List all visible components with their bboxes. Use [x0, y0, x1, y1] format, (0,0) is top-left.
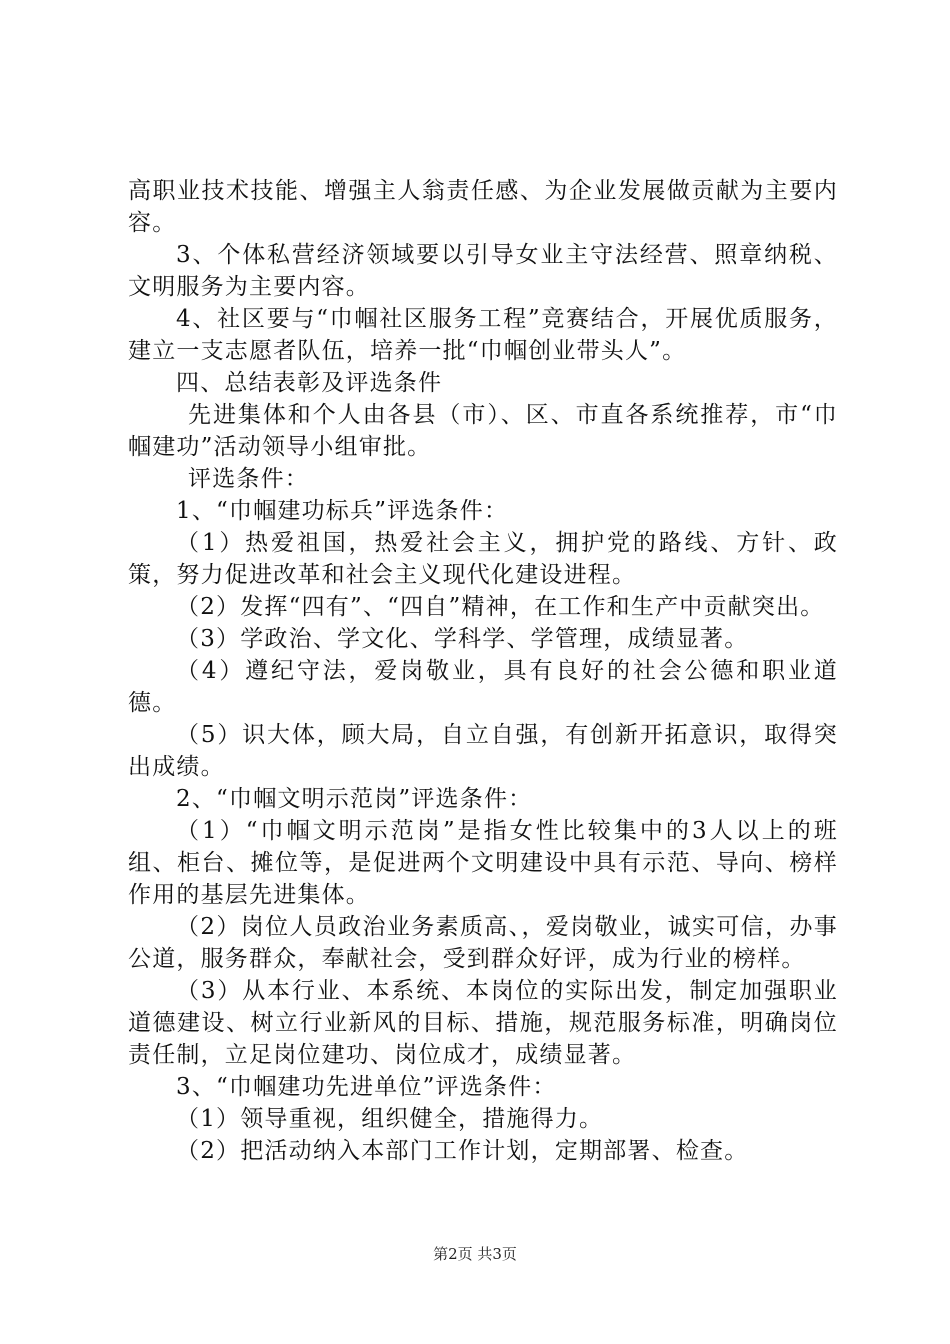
list-item: （2）发挥“四有”、“四自”精神，在工作和生产中贡献突出。 [176, 594, 825, 620]
paragraph: 3、个体私营经济领域要以引导女业主守法经营、照章纳税、文明服务为主要内容。 [128, 242, 838, 300]
list-item: （1）领导重视，组织健全，措施得力。 [176, 1106, 604, 1132]
section-heading: 四、总结表彰及评选条件 [176, 370, 443, 396]
list-item: （2）把活动纳入本部门工作计划，定期部署、检查。 [176, 1138, 749, 1164]
list-item: （1）“巾帼文明示范岗”是指女性比较集中的3人以上的班组、柜台、摊位等，是促进两个文明建设中具有示范、导向、榜样作用的基层先进集体。 [128, 818, 838, 908]
page-number-label: 第2页 共3页 [433, 1245, 517, 1263]
subsection-heading: 3、“巾帼建功先进单位”评选条件： [176, 1074, 557, 1100]
subsection-heading: 2、“巾帼文明示范岗”评选条件： [176, 786, 533, 812]
list-item: （3）从本行业、本系统、本岗位的实际出发，制定加强职业道德建设、树立行业新风的目标、措施，规范服务标准，明确岗位责任制，立足岗位建功、岗位成才，成绩显著。 [128, 978, 838, 1068]
list-item: （4）遵纪守法，爱岗敬业，具有良好的社会公德和职业道德。 [128, 658, 838, 716]
paragraph: 高职业技术技能、增强主人翁责任感、为企业发展做贡献为主要内容。 [128, 178, 838, 236]
paragraph: 评选条件： [188, 466, 309, 492]
list-item: （1）热爱祖国，热爱社会主义，拥护党的路线、方针、政策，努力促进改革和社会主义现代化建设进程。 [128, 530, 838, 588]
document-body [128, 175, 838, 1167]
page-footer [0, 1243, 950, 1264]
paragraph: 4、社区要与“巾帼社区服务工程”竞赛结合，开展优质服务，建立一支志愿者队伍，培养一批“巾帼创业带头人”。 [128, 306, 838, 364]
subsection-heading: 1、“巾帼建功标兵”评选条件： [176, 498, 509, 524]
list-item: （5）识大体，顾大局，自立自强，有创新开拓意识，取得突出成绩。 [128, 722, 838, 780]
list-item: （2）岗位人员政治业务素质高、，爱岗敬业，诚实可信，办事公道，服务群众，奉献社会，受到群众好评，成为行业的榜样。 [128, 914, 838, 972]
list-item: （3）学政治、学文化、学科学、学管理，成绩显著。 [176, 626, 749, 652]
paragraph: 先进集体和个人由各县（市）、区、市直各系统推荐，市“巾帼建功”活动领导小组审批。 [128, 402, 838, 460]
